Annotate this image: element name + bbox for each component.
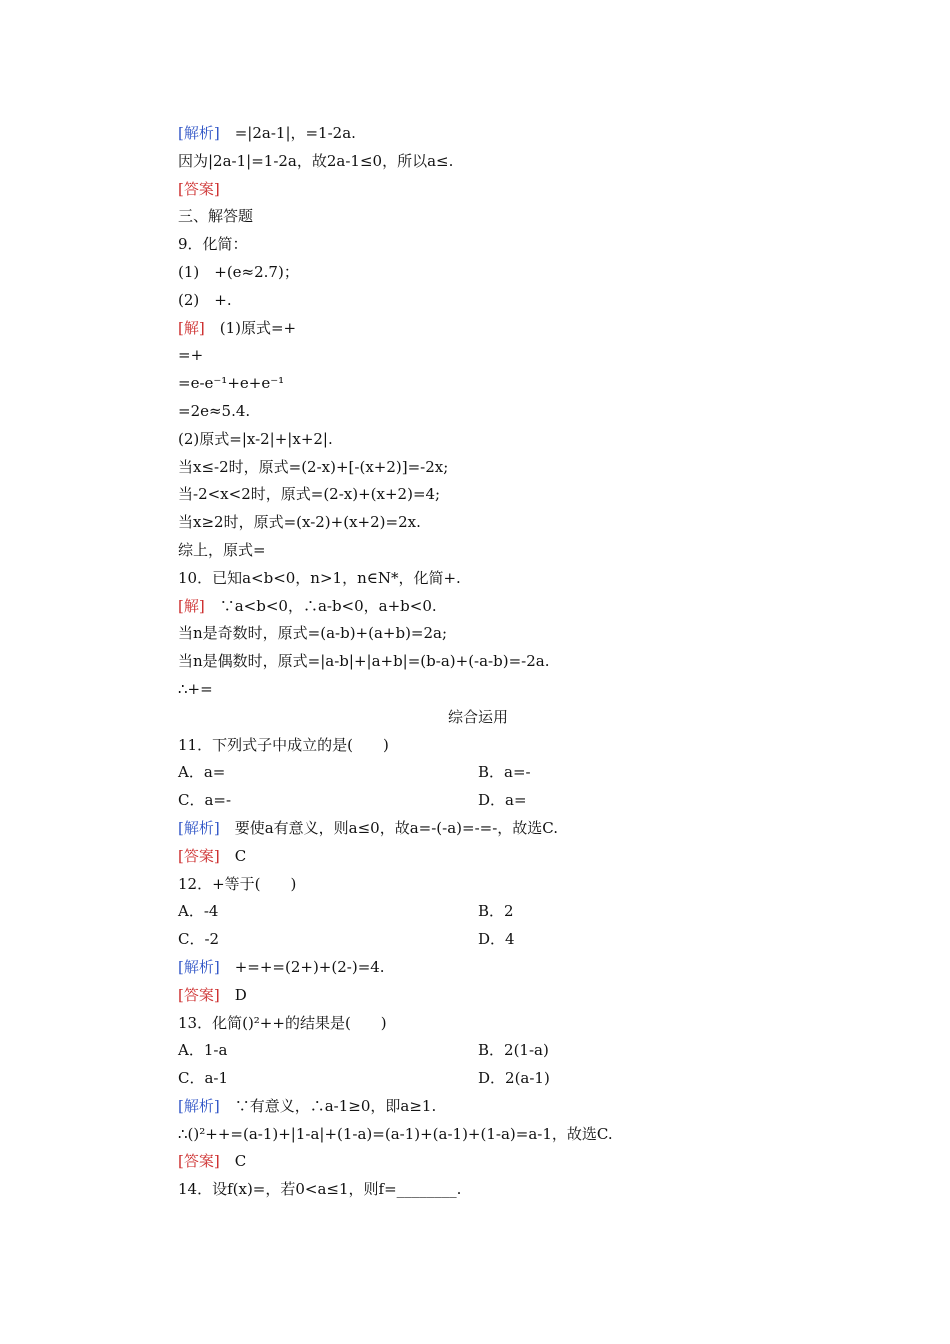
label-tag: [解析]: [178, 957, 220, 976]
text-line: [178, 1176, 778, 1204]
text-line: [178, 1148, 778, 1176]
line-text: ∴()²++=(a-1)+|1-a|+(1-a)=(a-1)+(a-1)+(1-a)=a-1，故选C.: [178, 1124, 613, 1143]
answer-option: A．a=: [178, 763, 226, 782]
line-text: 要使a有意义，则a≤0，故a=-(-a)=-=-，故选C.: [219, 818, 558, 837]
text-line: [178, 1093, 778, 1121]
option-row: [178, 1037, 778, 1065]
text-line: [178, 982, 778, 1010]
line-text: ∵a<b<0，∴a-b<0，a+b<0.: [204, 596, 437, 615]
line-text: C: [219, 846, 247, 865]
text-line: [178, 593, 778, 621]
text-line: [178, 231, 778, 259]
line-text: +=+=(2+)+(2-)=4.: [219, 957, 385, 976]
answer-option: D．2(a-1): [478, 1069, 550, 1088]
line-text: (2)原式=|x-2|+|x+2|.: [178, 429, 333, 448]
text-line: [178, 620, 778, 648]
label-tag: [解]: [178, 596, 205, 615]
answer-option: D．a=: [478, 791, 527, 810]
answer-option: B．2(1-a): [478, 1041, 549, 1060]
line-text: 当-2<x<2时，原式=(2-x)+(x+2)=4;: [178, 485, 441, 504]
option-row: [178, 1065, 778, 1093]
answer-option: C．-2: [178, 930, 220, 949]
line-text: 11．下列式子中成立的是( ): [178, 735, 389, 754]
text-line: [178, 370, 778, 398]
text-line: [178, 315, 778, 343]
option-row: [178, 759, 778, 787]
answer-option: A．1-a: [178, 1041, 228, 1060]
label-tag: [答案]: [178, 985, 220, 1004]
line-text: 12．+等于( ): [178, 874, 297, 893]
section-heading-text: 综合运用: [447, 707, 508, 726]
line-text: ∵有意义，∴a-1≥0，即a≥1.: [219, 1096, 437, 1115]
label-tag: [解析]: [178, 818, 220, 837]
text-line: [178, 871, 778, 899]
answer-option: C．a-1: [178, 1069, 229, 1088]
line-text: 综上，原式=: [178, 540, 266, 559]
line-text: (2) +.: [178, 290, 232, 309]
text-line: [178, 398, 778, 426]
line-text: (1) +(e≈2.7)；: [178, 262, 299, 281]
line-text: 13．化简()²++的结果是( ): [178, 1013, 387, 1032]
option-row: [178, 898, 778, 926]
text-line: [178, 954, 778, 982]
answer-option: B．a=-: [478, 763, 531, 782]
text-line: [178, 120, 778, 148]
line-text: 当n是奇数时，原式=(a-b)+(a+b)=2a;: [178, 624, 448, 643]
text-line: [178, 481, 778, 509]
line-text: 14．设f(x)=，若0<a≤1，则f=________.: [178, 1180, 462, 1199]
document-body: [178, 120, 778, 1204]
answer-option: C．a=-: [178, 791, 232, 810]
text-line: [178, 259, 778, 287]
text-line: [178, 648, 778, 676]
line-text: C: [219, 1152, 247, 1171]
text-line: [178, 1010, 778, 1038]
text-line: [178, 1121, 778, 1149]
text-line: [178, 342, 778, 370]
line-text: 三、解答题: [178, 207, 254, 226]
line-text: 因为|2a-1|=1-2a，故2a-1≤0，所以a≤.: [178, 151, 454, 170]
label-tag: [解]: [178, 318, 205, 337]
text-line: [178, 676, 778, 704]
section-heading: [178, 704, 778, 732]
text-line: [178, 732, 778, 760]
label-tag: [解析]: [178, 124, 220, 142]
line-text: 当x≥2时，原式=(x-2)+(x+2)=2x.: [178, 513, 421, 532]
text-line: [178, 454, 778, 482]
line-text: D: [219, 985, 247, 1004]
label-tag: [答案]: [178, 179, 220, 198]
line-text: (1)原式=+: [204, 318, 297, 337]
line-text: 9．化简：: [178, 235, 248, 254]
text-line: [178, 203, 778, 231]
line-text: 当x≤-2时，原式=(2-x)+[-(x+2)]=-2x;: [178, 457, 449, 476]
line-text: =|2a-1|，=1-2a.: [219, 124, 356, 142]
text-line: [178, 287, 778, 315]
answer-option: B．2: [478, 902, 514, 921]
text-line: [178, 843, 778, 871]
text-line: [178, 148, 778, 176]
text-line: [178, 509, 778, 537]
answer-option: D．4: [478, 930, 515, 949]
text-line: [178, 426, 778, 454]
text-line: [178, 565, 778, 593]
option-row: [178, 926, 778, 954]
text-line: [178, 176, 778, 204]
line-text: 当n是偶数时，原式=|a-b|+|a+b|=(b-a)+(-a-b)=-2a.: [178, 652, 550, 671]
line-text: 10．已知a<b<0，n>1，n∈N*，化简+.: [178, 568, 461, 587]
line-text: ∴+=: [178, 679, 213, 698]
line-text: =e-e⁻¹+e+e⁻¹: [178, 374, 285, 393]
label-tag: [解析]: [178, 1096, 220, 1115]
text-line: [178, 537, 778, 565]
line-text: =+: [178, 346, 204, 365]
text-line: [178, 815, 778, 843]
option-row: [178, 787, 778, 815]
line-text: =2e≈5.4.: [178, 401, 251, 420]
label-tag: [答案]: [178, 846, 220, 865]
label-tag: [答案]: [178, 1152, 220, 1171]
answer-option: A．-4: [178, 902, 219, 921]
